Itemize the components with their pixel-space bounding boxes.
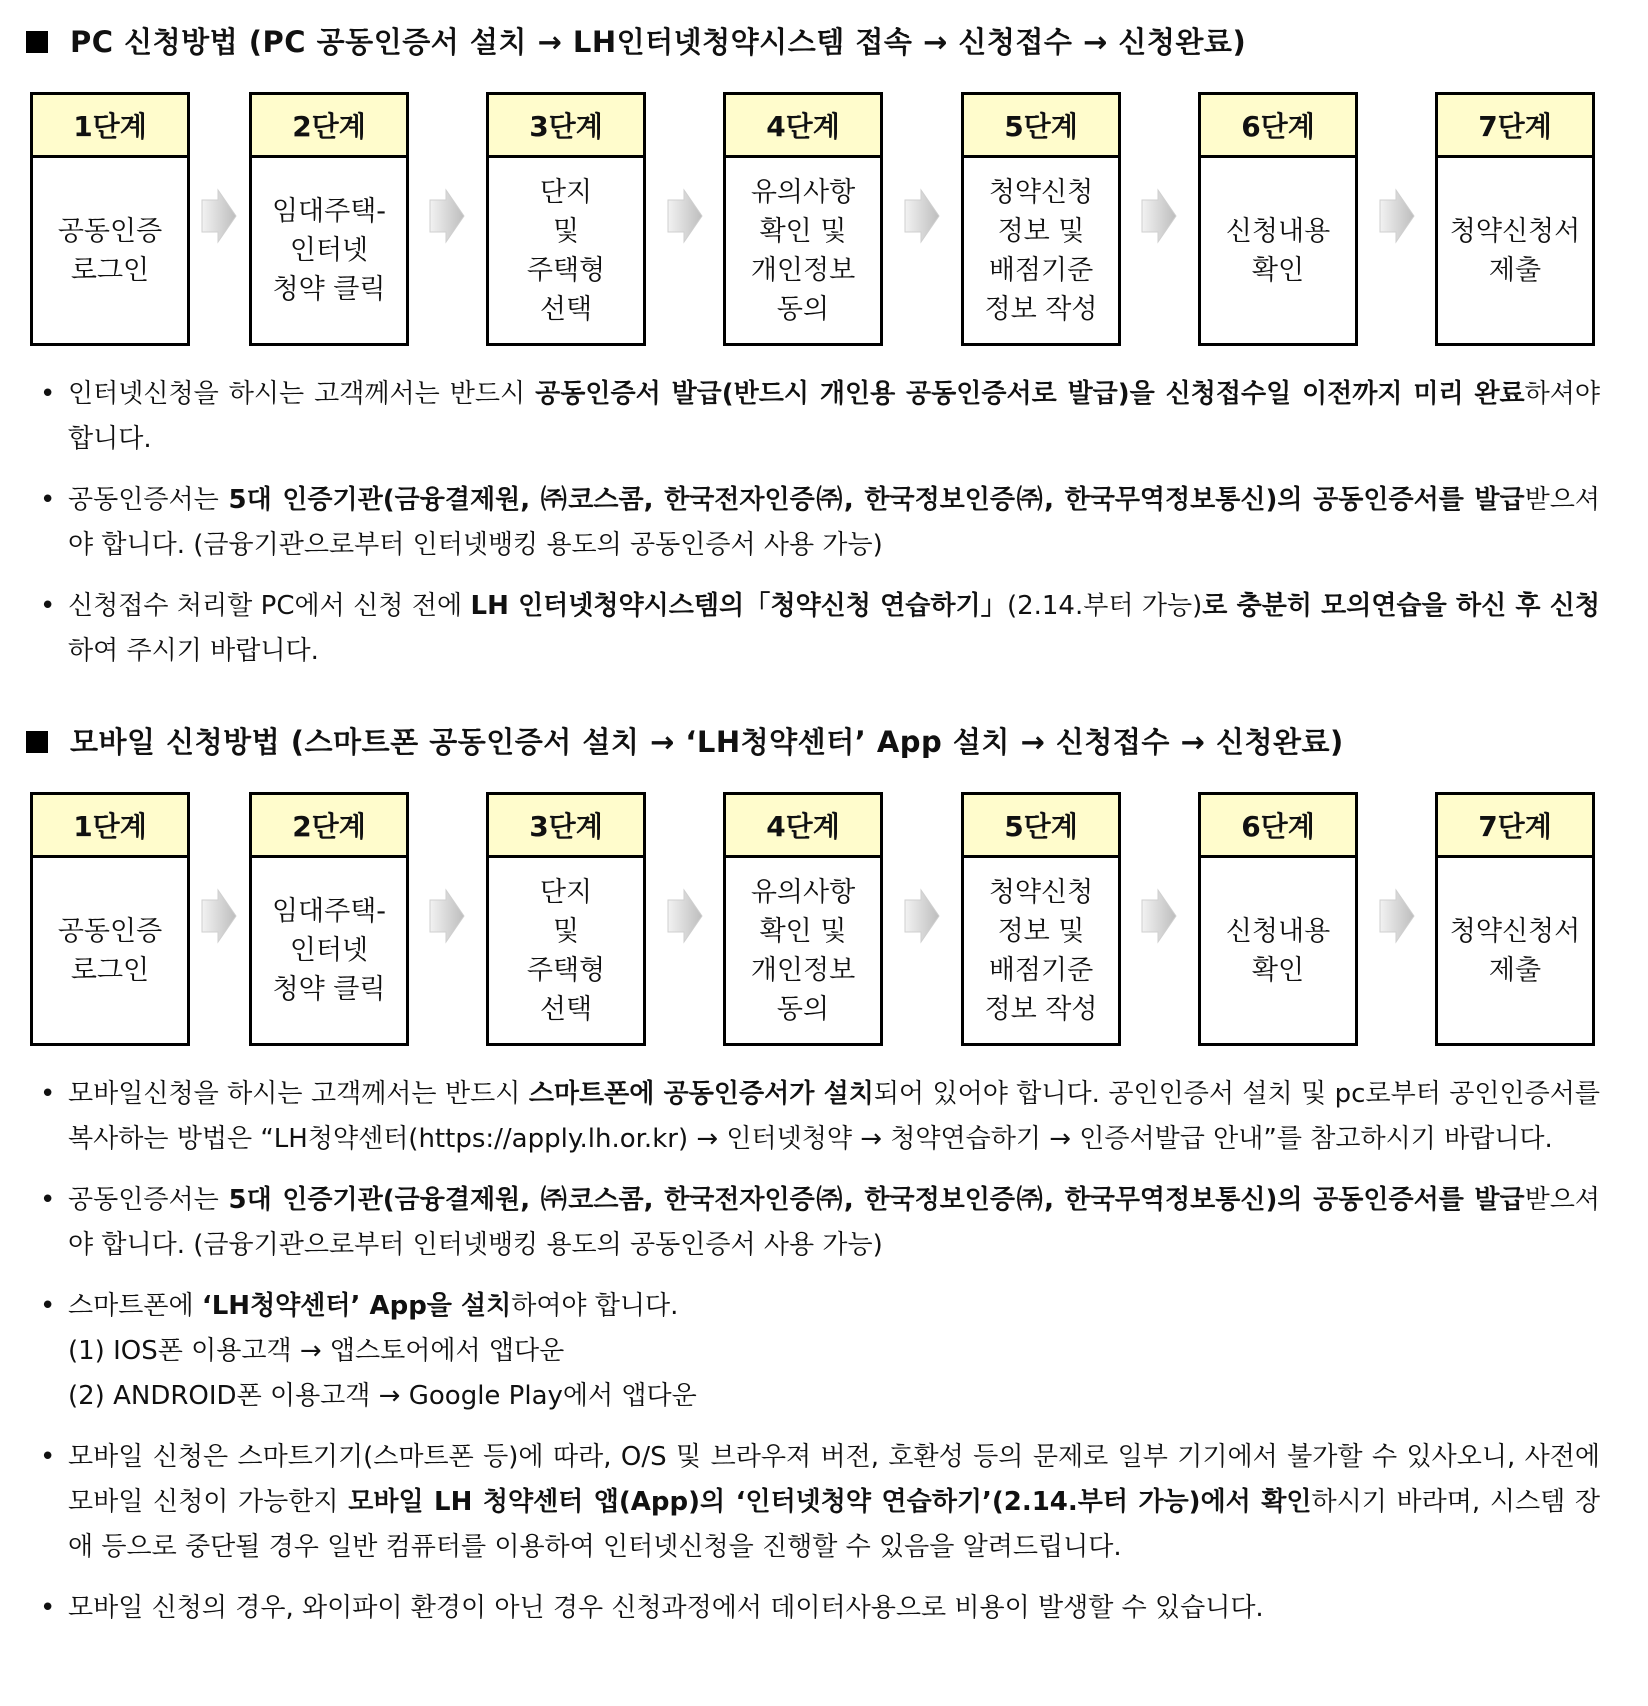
step-label: 6단계 <box>1201 795 1355 858</box>
note-text: 신청접수 처리할 PC에서 신청 전에 <box>68 591 471 621</box>
step-text-line: 유의사항 <box>750 876 856 908</box>
step-text-line: 청약신청서 <box>1449 915 1581 947</box>
pc-notes-list <box>40 372 1600 690</box>
chevron-right-icon <box>426 188 466 244</box>
step-text-line: 인터넷 <box>289 935 369 966</box>
step-description <box>1201 858 1355 1043</box>
note-text: 받으셔야 합니다. (금융기관으로부터 인터넷뱅킹 용도의 공동인증서 사용 가능) <box>68 485 1600 560</box>
step-label: 1단계 <box>33 95 187 158</box>
step-text-line: 개인정보 <box>750 254 856 286</box>
note-text: 모바일신청을 하시는 고객께서는 반드시 <box>68 1079 529 1109</box>
step-text-line: 제출 <box>1488 954 1542 986</box>
chevron-right-icon <box>198 188 238 244</box>
step-text-line: 선택 <box>539 993 593 1025</box>
step-description <box>964 858 1118 1043</box>
step-text-line: 및 <box>552 915 580 947</box>
step-text-line: 단지 <box>539 876 593 908</box>
step-label: 3단계 <box>489 795 643 858</box>
step-text-line: 단지 <box>539 176 593 208</box>
step-text-line: 임대주택- <box>271 196 387 227</box>
step-text-line: 로그인 <box>70 954 150 986</box>
step-box-5 <box>961 792 1121 1046</box>
step-label: 3단계 <box>489 95 643 158</box>
step-label: 1단계 <box>33 795 187 858</box>
chevron-right-icon <box>1376 888 1416 944</box>
step-box-7 <box>1435 92 1595 346</box>
step-text-line: 확인 및 <box>759 915 847 947</box>
note-item <box>40 1178 1600 1268</box>
pc-title-text: PC 신청방법 (PC 공동인증서 설치 → LH인터넷청약시스템 접속 → 신청접수 → 신청완료) <box>70 25 1247 59</box>
step-label: 7단계 <box>1438 95 1592 158</box>
note-emphasis: 공동인증서 발급(반드시 개인용 공동인증서로 발급)을 신청접수일 이전까지 미리 완료 <box>535 379 1525 409</box>
mobile-steps-flow <box>30 792 1604 1052</box>
step-text-line: 정보 작성 <box>984 993 1098 1025</box>
chevron-right-icon <box>426 888 466 944</box>
step-text-line: 청약 클릭 <box>272 974 386 1005</box>
step-text-line: 주택형 <box>526 954 606 986</box>
step-box-1 <box>30 92 190 346</box>
step-text-line: 개인정보 <box>750 954 856 986</box>
note-text: 하여야 합니다. <box>511 1291 679 1321</box>
note-text: 인터넷신청을 하시는 고객께서는 반드시 <box>68 379 536 409</box>
step-description <box>252 158 406 343</box>
step-description <box>964 158 1118 343</box>
step-box-6 <box>1198 792 1358 1046</box>
step-description <box>252 858 406 1043</box>
step-box-2 <box>249 92 409 346</box>
chevron-right-icon <box>664 888 704 944</box>
step-box-4 <box>723 92 883 346</box>
step-text-line: 제출 <box>1488 254 1542 286</box>
step-text-line: 신청내용 <box>1225 215 1331 247</box>
note-item <box>40 584 1600 674</box>
square-bullet-icon <box>26 31 48 53</box>
chevron-right-icon <box>1376 188 1416 244</box>
mobile-title-text: 모바일 신청방법 (스마트폰 공동인증서 설치 → ‘LH청약센터’ App 설치 → 신청접수 → 신청완료) <box>70 725 1344 759</box>
note-emphasis: 스마트폰에 공동인증서가 설치 <box>528 1079 874 1109</box>
step-text-line: 청약신청서 <box>1449 215 1581 247</box>
note-text: (2) ANDROID폰 이용고객 → Google Play에서 앱다운 <box>68 1381 697 1411</box>
note-text: 공동인증서는 <box>68 1185 229 1215</box>
note-item <box>40 1435 1600 1570</box>
note-item <box>40 1284 1600 1419</box>
step-label: 2단계 <box>252 95 406 158</box>
step-text-line: 공동인증 <box>57 915 163 947</box>
step-text-line: 동의 <box>776 993 830 1025</box>
note-text: 모바일 신청의 경우, 와이파이 환경이 아닌 경우 신청과정에서 데이터사용으로 비용이 발생할 수 있습니다. <box>68 1593 1264 1623</box>
step-label: 2단계 <box>252 795 406 858</box>
step-description <box>1201 158 1355 343</box>
pc-section-title <box>26 20 1246 61</box>
step-box-5 <box>961 92 1121 346</box>
note-text: 받으셔야 합니다. (금융기관으로부터 인터넷뱅킹 용도의 공동인증서 사용 가능) <box>68 1185 1600 1260</box>
step-description <box>1438 858 1592 1043</box>
pc-steps-flow <box>30 92 1604 352</box>
note-item <box>40 1586 1600 1631</box>
step-description <box>726 858 880 1043</box>
step-box-6 <box>1198 92 1358 346</box>
note-item <box>40 1072 1600 1162</box>
step-text-line: 로그인 <box>70 254 150 286</box>
step-description <box>726 158 880 343</box>
note-text: (1) IOS폰 이용고객 → 앱스토어에서 앱다운 <box>68 1336 565 1366</box>
note-text: 되어 있어야 합니다. 공인인증서 설치 및 pc로부터 공인인증서를 복사하는 방법은 “LH청약센터(https://apply.lh.or.kr) → 인터넷청약 → 청약연습하기 → 인증서발급 안내”를 참고하시기 바랍니다. <box>68 1079 1600 1154</box>
square-bullet-icon <box>26 731 48 753</box>
step-text-line: 확인 <box>1251 954 1305 986</box>
step-box-2 <box>249 792 409 1046</box>
step-text-line: 선택 <box>539 293 593 325</box>
step-text-line: 유의사항 <box>750 176 856 208</box>
note-text: 하여 주시기 바랍니다. <box>68 636 319 666</box>
chevron-right-icon <box>1138 888 1178 944</box>
note-emphasis: 로 충분히 모의연습을 하신 후 신청 <box>1202 591 1601 621</box>
step-text-line: 배점기준 <box>988 954 1094 986</box>
note-text: 하시기 바라며, 시스템 장애 등으로 중단될 경우 일반 컴퓨터를 이용하여 인터넷신청을 진행할 수 있음을 알려드립니다. <box>68 1487 1600 1562</box>
step-text-line: 임대주택- <box>271 896 387 927</box>
note-emphasis: 5대 인증기관(금융결제원, ㈜코스콤, 한국전자인증㈜, 한국정보인증㈜, 한국무역정보통신)의 공동인증서를 발급 <box>228 1185 1525 1215</box>
chevron-right-icon <box>1138 188 1178 244</box>
step-box-4 <box>723 792 883 1046</box>
step-text-line: 정보 및 <box>997 215 1085 247</box>
note-text: 모바일 신청은 스마트기기(스마트폰 등)에 따라, O/S 및 브라우져 버전, 호환성 등의 문제로 일부 기기에서 불가할 수 있사오니, 사전에 모바일 신청이 가능한지 <box>68 1442 1600 1517</box>
note-item <box>40 478 1600 568</box>
note-text: (2.14.부터 가능) <box>1006 591 1203 621</box>
note-item <box>40 372 1600 462</box>
step-description <box>33 158 187 343</box>
step-box-1 <box>30 792 190 1046</box>
step-label: 4단계 <box>726 95 880 158</box>
step-box-7 <box>1435 792 1595 1046</box>
step-box-3 <box>486 92 646 346</box>
step-text-line: 배점기준 <box>988 254 1094 286</box>
step-text-line: 공동인증 <box>57 215 163 247</box>
step-text-line: 정보 및 <box>997 915 1085 947</box>
note-emphasis: ‘LH청약센터’ App을 설치 <box>201 1291 512 1321</box>
step-text-line: 청약 클릭 <box>272 274 386 305</box>
step-description <box>489 858 643 1043</box>
step-text-line: 청약신청 <box>988 176 1094 208</box>
step-text-line: 확인 및 <box>759 215 847 247</box>
step-text-line: 청약신청 <box>988 876 1094 908</box>
note-emphasis: 모바일 LH 청약센터 앱(App)의 ‘인터넷청약 연습하기’(2.14.부터 가능)에서 확인 <box>348 1487 1312 1517</box>
step-box-3 <box>486 792 646 1046</box>
step-text-line: 확인 <box>1251 254 1305 286</box>
mobile-notes-list <box>40 1072 1600 1647</box>
note-text: 하셔야 합니다. <box>68 379 1600 454</box>
step-label: 5단계 <box>964 795 1118 858</box>
step-description <box>1438 158 1592 343</box>
step-label: 4단계 <box>726 795 880 858</box>
step-text-line: 정보 작성 <box>984 293 1098 325</box>
note-emphasis: LH 인터넷청약시스템의「청약신청 연습하기」 <box>470 591 1007 621</box>
step-label: 6단계 <box>1201 95 1355 158</box>
chevron-right-icon <box>901 188 941 244</box>
step-description <box>489 158 643 343</box>
chevron-right-icon <box>664 188 704 244</box>
step-description <box>33 858 187 1043</box>
chevron-right-icon <box>901 888 941 944</box>
step-text-line: 신청내용 <box>1225 915 1331 947</box>
mobile-section-title <box>26 720 1344 761</box>
step-text-line: 및 <box>552 215 580 247</box>
step-label: 5단계 <box>964 95 1118 158</box>
note-text: 공동인증서는 <box>68 485 229 515</box>
step-text-line: 동의 <box>776 293 830 325</box>
step-text-line: 인터넷 <box>289 235 369 266</box>
note-text: 스마트폰에 <box>68 1291 202 1321</box>
step-text-line: 주택형 <box>526 254 606 286</box>
chevron-right-icon <box>198 888 238 944</box>
step-label: 7단계 <box>1438 795 1592 858</box>
note-emphasis: 5대 인증기관(금융결제원, ㈜코스콤, 한국전자인증㈜, 한국정보인증㈜, 한국무역정보통신)의 공동인증서를 발급 <box>228 485 1525 515</box>
